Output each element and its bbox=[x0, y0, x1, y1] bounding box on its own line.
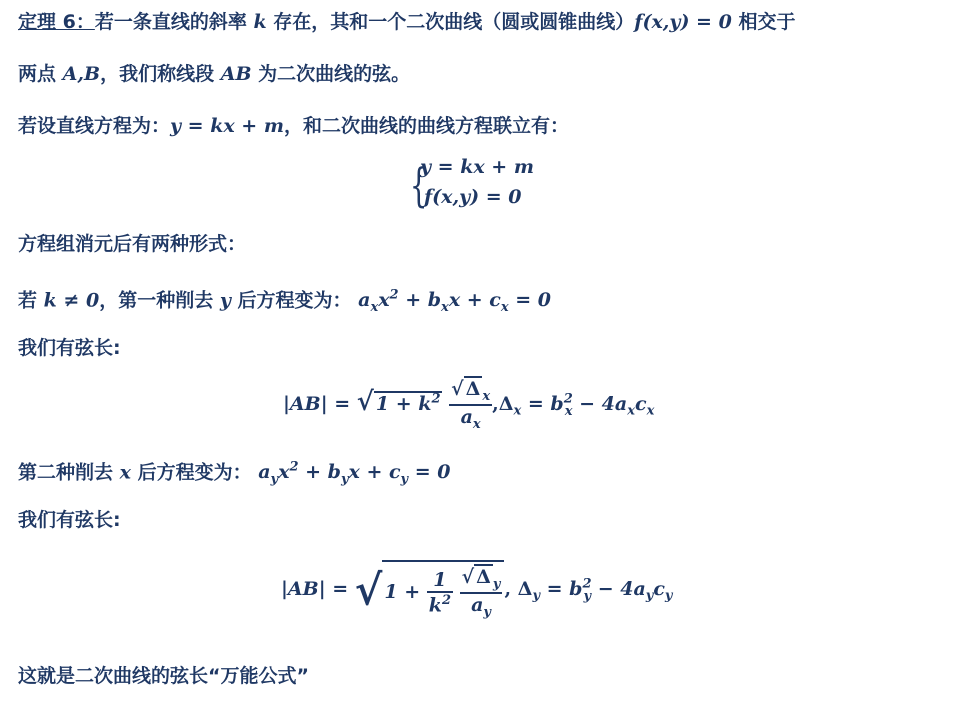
theorem-text-4: 两点 bbox=[18, 63, 57, 85]
case1-equation: $a_xx^2 + b_xx + c_x = 0$ bbox=[358, 288, 552, 316]
system-eq-1: y = kx + m bbox=[420, 156, 534, 178]
curve-equation: f(x,y) = 0 bbox=[634, 11, 732, 33]
case1-condition: k ≠ 0 bbox=[43, 289, 100, 312]
case1-text-a: 若 bbox=[18, 289, 38, 312]
theorem-text-2: 存在，其和一个二次曲线（圆或圆锥曲线） bbox=[273, 11, 635, 33]
theorem-text-3: 相交于 bbox=[738, 11, 796, 33]
conclusion-text: 这就是二次曲线的弦长“万能公式” bbox=[18, 665, 309, 687]
points-AB: A,B bbox=[62, 63, 101, 85]
case2-var: x bbox=[119, 461, 131, 484]
slope-k: k bbox=[253, 11, 267, 33]
case1-line bbox=[18, 282, 551, 322]
theorem-label: 定理 6： bbox=[18, 11, 95, 33]
chord1-line bbox=[18, 334, 121, 362]
case1-text-b: ，第一种削去 bbox=[99, 289, 214, 312]
theorem-line-2 bbox=[18, 60, 410, 88]
chord1-text: 我们有弦长: bbox=[18, 337, 121, 359]
chord-formula-2: |AB| = √ 1 + $\frac{1}{k^2}$ $\frac{√ \Delta _y}{a_y}$ , $\Delta_y = b^2_y - 4a_yc_y$ bbox=[281, 560, 672, 620]
case2-text-b: 后方程变为： bbox=[137, 461, 252, 484]
system-eq-2: f(x,y) = 0 bbox=[424, 186, 522, 208]
case2-line bbox=[18, 454, 451, 494]
theorem-text-6: 为二次曲线的弦。 bbox=[258, 63, 411, 85]
case1-var: y bbox=[219, 289, 231, 312]
setup-text-2: ，和二次曲线的曲线方程联立有： bbox=[283, 115, 569, 137]
theorem-text-1: 若一条直线的斜率 bbox=[94, 11, 247, 33]
chord2-text: 我们有弦长: bbox=[18, 509, 121, 531]
conclusion-line bbox=[18, 662, 309, 690]
line-equation: y = kx + m bbox=[170, 115, 284, 137]
theorem-text-5: ，我们称线段 bbox=[100, 63, 215, 85]
chord-formula-1: |AB| = √ $1 + k^2$ $\frac{√ \Delta _x}{a_x}$ $,\Delta_x = b^2_x - 4a_xc_x$ bbox=[283, 378, 655, 432]
setup-text: 若设直线方程为： bbox=[18, 115, 171, 137]
case2-text-a: 第二种削去 bbox=[18, 461, 114, 484]
setup-line bbox=[18, 112, 569, 140]
theorem-line-1 bbox=[18, 8, 795, 36]
segment-AB: AB bbox=[220, 63, 252, 85]
elim-text: 方程组消元后有两种形式： bbox=[18, 233, 247, 255]
case2-equation: $a_yx^2 + b_yx + c_y = 0$ bbox=[258, 460, 451, 488]
left-brace: { bbox=[409, 158, 428, 212]
elim-line bbox=[18, 230, 246, 258]
chord2-line bbox=[18, 506, 121, 534]
case1-text-c: 后方程变为： bbox=[237, 289, 352, 312]
